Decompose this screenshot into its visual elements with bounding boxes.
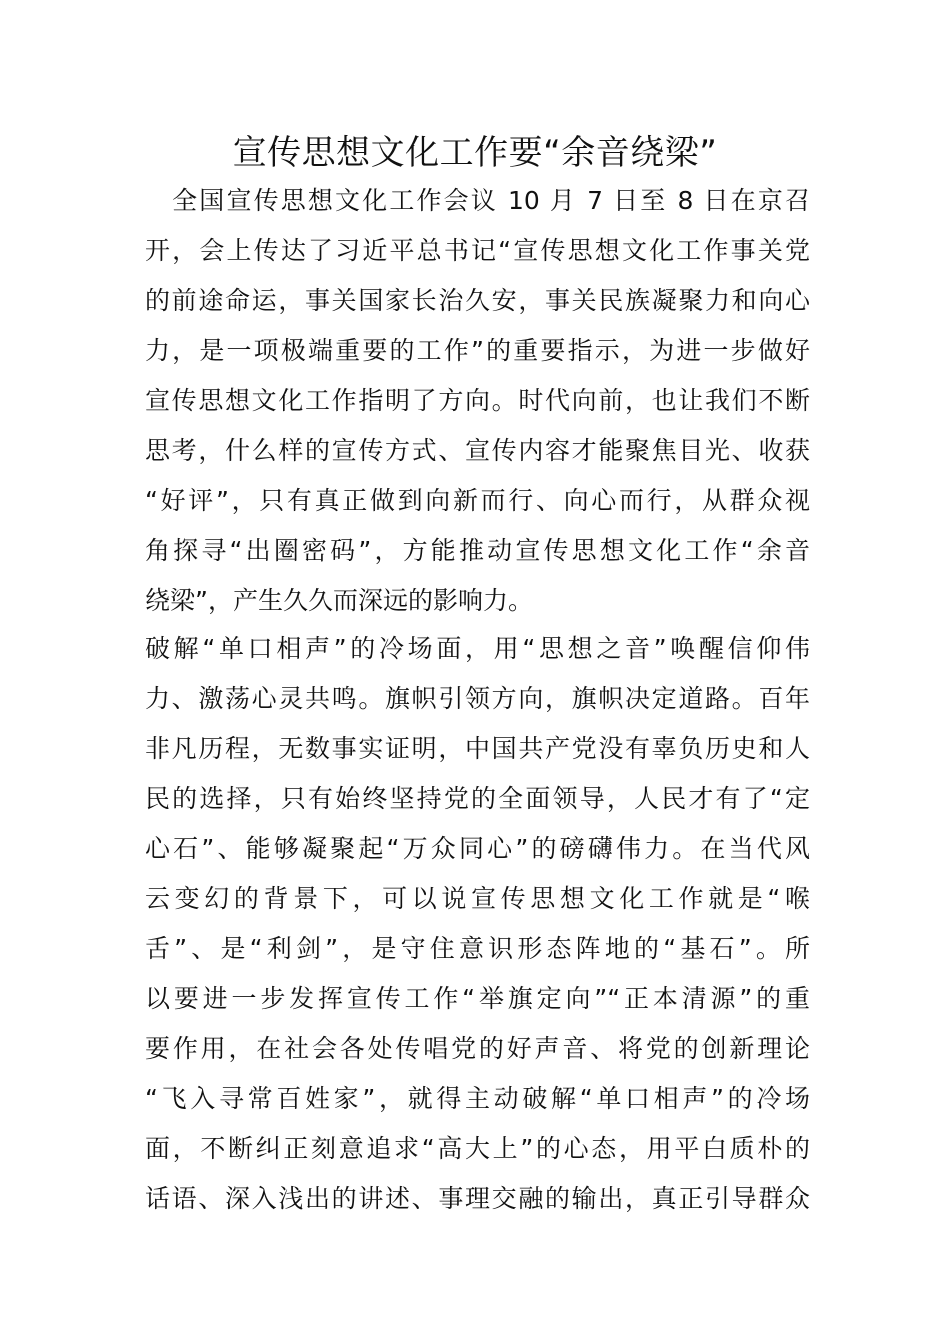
paragraph-line: 的前途命运，事关国家长治久安，事关民族凝聚力和向心 <box>145 286 810 315</box>
document-title: 宣传思想文化工作要“余音绕梁” <box>232 133 718 173</box>
paragraph-line: 以要进一步发挥宣传工作“举旗定向”“正本清源”的重 <box>145 984 810 1013</box>
paragraph-line: 力、激荡心灵共鸣。旗帜引领方向，旗帜决定道路。百年 <box>145 684 810 713</box>
paragraph-line: 思考，什么样的宣传方式、宣传内容才能聚焦目光、收获 <box>145 436 810 465</box>
paragraph-line: 非凡历程，无数事实证明，中国共产党没有辜负历史和人 <box>145 734 810 763</box>
paragraph-line: 民的选择，只有始终坚持党的全面领导，人民才有了“定 <box>145 784 810 813</box>
paragraph-line: 全国宣传思想文化工作会议 10 月 7 日至 8 日在京召 <box>145 186 810 215</box>
paragraph-line: 话语、深入浅出的讲述、事理交融的输出，真正引导群众 <box>145 1184 810 1213</box>
paragraph-2 <box>145 624 810 1224</box>
paragraph-line: “飞入寻常百姓家”，就得主动破解“单口相声”的冷场 <box>145 1084 810 1113</box>
paragraph-line: 云变幻的背景下，可以说宣传思想文化工作就是“喉 <box>145 884 810 913</box>
paragraph-line: 宣传思想文化工作指明了方向。时代向前，也让我们不断 <box>145 386 810 415</box>
paragraph-line: 绕梁”，产生久久而深远的影响力。 <box>145 586 533 615</box>
paragraph-1 <box>145 176 810 626</box>
paragraph-line: 角探寻“出圈密码”，方能推动宣传思想文化工作“余音 <box>145 536 810 565</box>
paragraph-line: “好评”，只有真正做到向新而行、向心而行，从群众视 <box>145 486 810 515</box>
paragraph-line: 心石”、能够凝聚起“万众同心”的磅礴伟力。在当代风 <box>145 834 810 863</box>
paragraph-line: 舌”、是“利剑”，是守住意识形态阵地的“基石”。所 <box>145 934 810 963</box>
paragraph-line: 要作用，在社会各处传唱党的好声音、将党的创新理论 <box>145 1034 810 1063</box>
paragraph-line: 破解“单口相声”的冷场面，用“思想之音”唤醒信仰伟 <box>145 634 810 663</box>
paragraph-line: 开，会上传达了习近平总书记“宣传思想文化工作事关党 <box>145 236 810 265</box>
paragraph-line: 力，是一项极端重要的工作”的重要指示，为进一步做好 <box>145 336 810 365</box>
paragraph-line: 面，不断纠正刻意追求“高大上”的心态，用平白质朴的 <box>145 1134 810 1163</box>
